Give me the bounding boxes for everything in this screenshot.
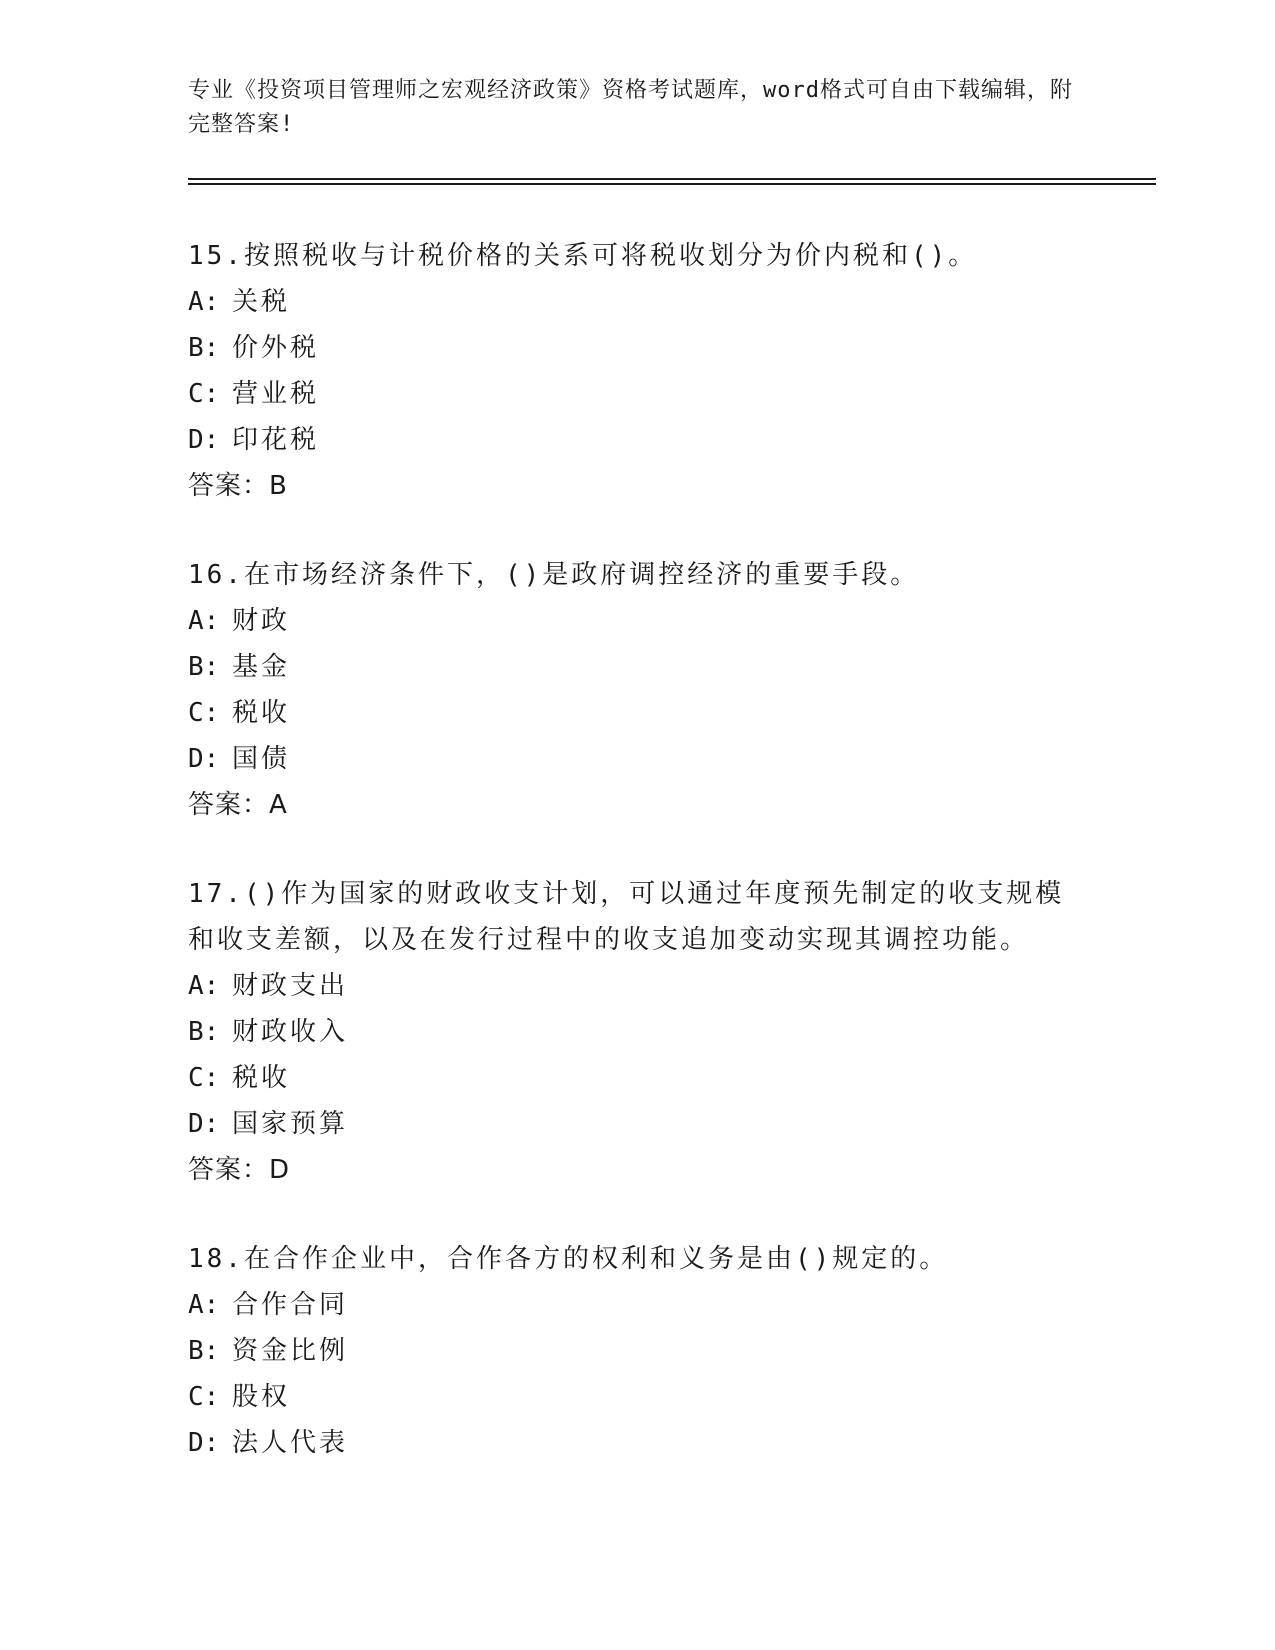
- option-c: [188, 371, 1088, 417]
- answer-label: 答案：: [188, 790, 270, 820]
- option-text: 资金比例: [232, 1336, 349, 1366]
- question-stem: 16.在市场经济条件下，()是政府调控经济的重要手段。: [188, 560, 920, 590]
- option-letter: D:: [188, 425, 220, 455]
- option-d: [188, 1101, 1088, 1147]
- question-stem: 15.按照税收与计税价格的关系可将税收划分为价内税和()。: [188, 241, 978, 271]
- option-b: [188, 325, 1088, 371]
- option-a: [188, 598, 1088, 644]
- question-16: [188, 552, 1088, 828]
- option-c: [188, 1055, 1088, 1101]
- question-stem: 18.在合作企业中，合作各方的权利和义务是由()规定的。: [188, 1244, 949, 1274]
- document-header: 专业《投资项目管理师之宏观经济政策》资格考试题库，word格式可自由下载编辑，附完整答案!: [188, 78, 1073, 137]
- option-text: 合作合同: [232, 1290, 349, 1320]
- option-text: 营业税: [232, 379, 320, 409]
- option-text: 基金: [232, 652, 291, 682]
- answer-line: [188, 1147, 1088, 1193]
- option-letter: A:: [188, 287, 220, 317]
- option-letter: A:: [188, 971, 220, 1001]
- option-text: 关税: [232, 287, 291, 317]
- option-text: 国债: [232, 744, 291, 774]
- answer-label: 答案：: [188, 471, 270, 501]
- answer-value: B: [269, 471, 288, 501]
- option-d: [188, 417, 1088, 463]
- option-text: 国家预算: [232, 1109, 349, 1139]
- option-text: 财政支出: [232, 971, 349, 1001]
- option-letter: A:: [188, 606, 220, 636]
- option-a: [188, 279, 1088, 325]
- question-18: [188, 1236, 1088, 1466]
- option-letter: D:: [188, 744, 220, 774]
- option-letter: B:: [188, 333, 220, 363]
- option-letter: D:: [188, 1428, 220, 1458]
- header-divider-bottom: [188, 183, 1156, 185]
- answer-value: D: [269, 1155, 291, 1185]
- option-letter: B:: [188, 1336, 220, 1366]
- option-a: [188, 963, 1088, 1009]
- option-letter: C:: [188, 698, 220, 728]
- option-b: [188, 1328, 1088, 1374]
- option-letter: C:: [188, 379, 220, 409]
- option-letter: B:: [188, 652, 220, 682]
- option-text: 税收: [232, 698, 291, 728]
- answer-line: [188, 463, 1088, 509]
- option-text: 财政收入: [232, 1017, 349, 1047]
- option-letter: D:: [188, 1109, 220, 1139]
- question-15: [188, 233, 1088, 509]
- option-letter: C:: [188, 1063, 220, 1093]
- header-divider-top: [188, 178, 1156, 180]
- question-stem: 17.()作为国家的财政收支计划，可以通过年度预先制定的收支规模和收支差额，以及在发行过程中的收支追加变动实现其调控功能。: [188, 879, 1065, 955]
- option-a: [188, 1282, 1088, 1328]
- option-text: 财政: [232, 606, 291, 636]
- option-text: 股权: [232, 1382, 291, 1412]
- option-c: [188, 690, 1088, 736]
- answer-line: [188, 782, 1088, 828]
- option-c: [188, 1374, 1088, 1420]
- question-17: [188, 871, 1088, 1193]
- option-letter: A:: [188, 1290, 220, 1320]
- option-text: 价外税: [232, 333, 320, 363]
- option-b: [188, 1009, 1088, 1055]
- option-letter: C:: [188, 1382, 220, 1412]
- answer-value: A: [269, 790, 288, 820]
- option-text: 法人代表: [232, 1428, 349, 1458]
- answer-label: 答案：: [188, 1155, 270, 1185]
- option-d: [188, 1420, 1088, 1466]
- option-b: [188, 644, 1088, 690]
- option-text: 印花税: [232, 425, 320, 455]
- option-letter: B:: [188, 1017, 220, 1047]
- option-text: 税收: [232, 1063, 291, 1093]
- option-d: [188, 736, 1088, 782]
